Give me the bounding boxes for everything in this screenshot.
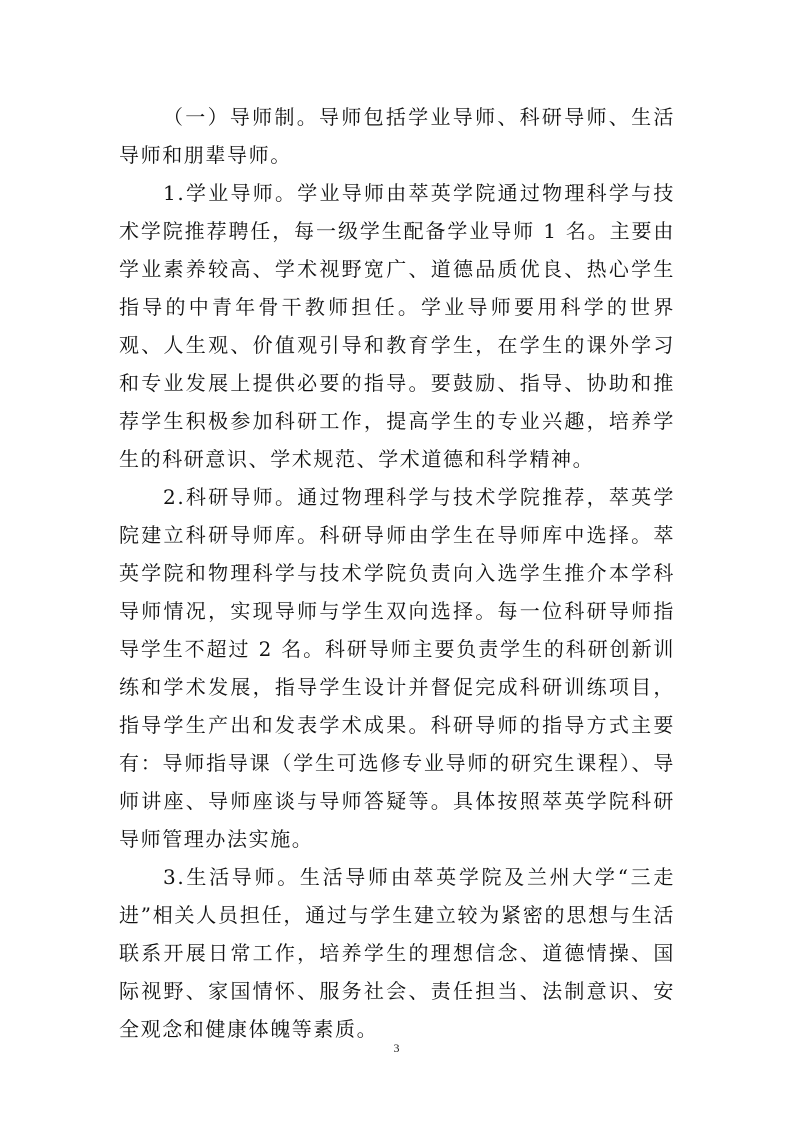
paragraph-academic-mentor: 1.学业导师。学业导师由萃英学院通过物理科学与技术学院推荐聘任，每一级学生配备学业导师 1 名。主要由学业素养较高、学术视野宽广、道德品质优良、热心学生指导的中青年骨干教师担任。学业导师要用科学的世界观、人生观、价值观引导和教育学生，在学生的课外学习和专业发展上提供必要的指导。要鼓励、指导、协助和推荐学生积极参加科研工作，提高学生的专业兴趣，培养学生的科研意识、学术规范、学术道德和科学精神。 <box>119 181 675 471</box>
paragraph-mentor-system: （一）导师制。导师包括学业导师、科研导师、生活导师和朋辈导师。 <box>119 105 675 167</box>
body-text <box>119 98 675 1048</box>
paragraph-life-mentor: 3.生活导师。生活导师由萃英学院及兰州大学“三走进”相关人员担任，通过与学生建立较为紧密的思想与生活联系开展日常工作，培养学生的理想信念、道德情操、国际视野、家国情怀、服务社会、责任担当、法制意识、安全观念和健康体魄等素质。 <box>119 865 675 1041</box>
page-number: 3 <box>393 1041 400 1055</box>
paragraph-research-mentor: 2.科研导师。通过物理科学与技术学院推荐，萃英学院建立科研导师库。科研导师由学生在导师库中选择。萃英学院和物理科学与技术学院负责向入选学生推介本学科导师情况，实现导师与学生双向选择。每一位科研导师指导学生不超过 2 名。科研导师主要负责学生的科研创新训练和学术发展，指导学生设计并督促完成科研训练项目，指导学生产出和发表学术成果。科研导师的指导方式主要有：导师指导课（学生可选修专业导师的研究生课程）、导师讲座、导师座谈与导师答疑等。具体按照萃英学院科研导师管理办法实施。 <box>119 485 675 851</box>
